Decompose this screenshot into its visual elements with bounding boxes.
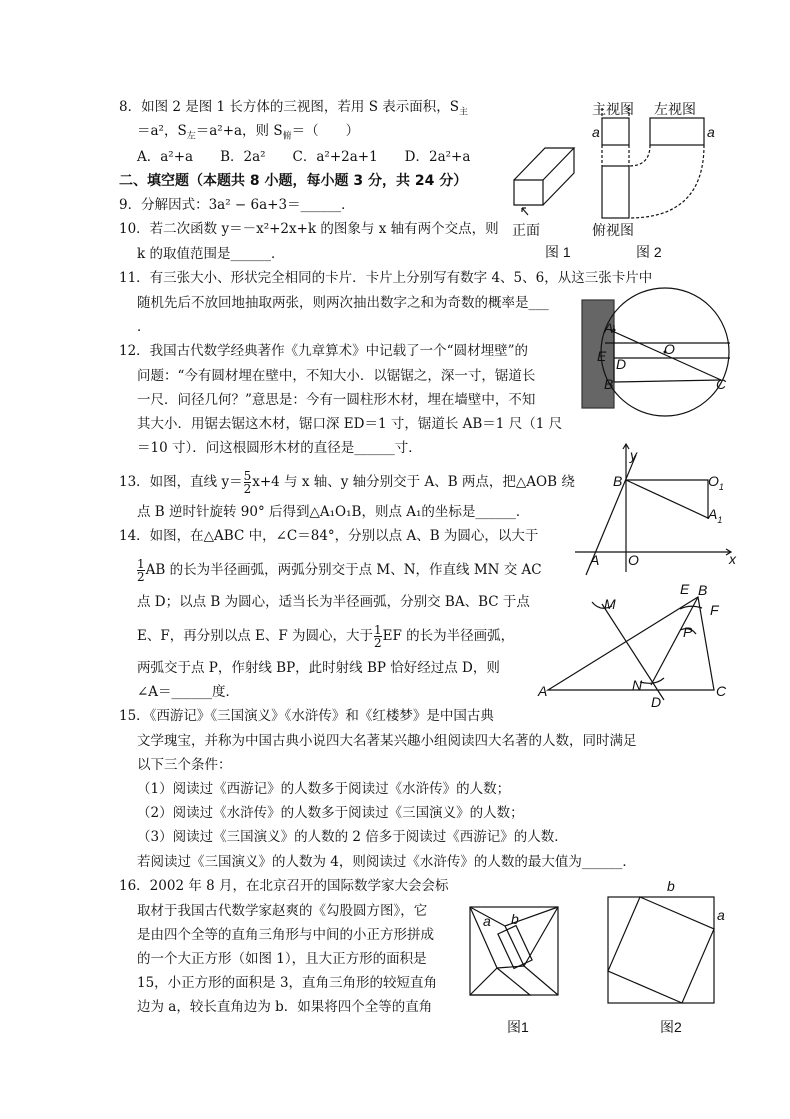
q15-cond1: （1）阅读过《西游记》的人数多于阅读过《水浒传》的人数； (137, 781, 511, 797)
q11-line2: 随机先后不放回地抽取两张，则两次抽出数字之和为奇数的概率是___ (137, 295, 549, 311)
front-arrow (522, 208, 528, 215)
q10-line1: 10．若二次函数 y＝－x²+2x+k 的图象与 x 轴有两个交点，则 (119, 221, 499, 237)
label-q14-B: B (698, 582, 708, 598)
label-q12-E: E (597, 348, 607, 364)
label-q13-O: O (628, 552, 639, 568)
q14-line2: $\frac{1}{2}$ AB 的长为半径画弧，两弧分别交于点 M、N，作直线 MN 交 AC (137, 557, 542, 584)
label-q13-O1: $O_1$ (708, 473, 724, 492)
label-fig2-q8: 图 2 (636, 244, 662, 260)
q16-line5: 15，小正方形的面积是 3，直角三角形的较短直角 (137, 975, 438, 991)
label-q13-y: y (630, 447, 637, 463)
label-q14-C: C (716, 683, 727, 699)
label-main-view: 主视图 (592, 101, 634, 117)
label-q13-B: B (613, 473, 623, 489)
label-q13-A: A (590, 552, 600, 568)
q12-line3: 一尺．问径几何？”意思是：今有一圆柱形木材，埋在墙壁中，不知 (137, 392, 536, 408)
fig-cuboid (514, 148, 574, 205)
label-q16-fig2-a: a (717, 907, 725, 923)
q11-line1: 11．有三张大小、形状完全相同的卡片．卡片上分别写有数字 4、5、6，从这三张卡片中 (119, 270, 653, 286)
label-q16-b: b (511, 911, 519, 927)
label-a-right: a (707, 124, 715, 140)
label-q14-M: M (604, 596, 616, 612)
label-q12-A: A (604, 320, 614, 336)
q15-cond3: （3）阅读过《三国演义》的人数的 2 倍多于阅读过《西游记》的人数． (137, 829, 568, 845)
label-a-left: a (592, 124, 600, 140)
q16-line6: 边为 a，较长直角边为 b．如果将四个全等的直角 (137, 999, 433, 1015)
q16-line1: 16．2002 年 8 月，在北京召开的国际数学家大会会标 (119, 878, 449, 894)
q14-line5: 两弧交于点 P，作射线 BP，此时射线 BP 恰好经过点 D，则 (137, 660, 500, 676)
q14-line1: 14．如图，在△ABC 中，∠C＝84°，分别以点 A、B 为圆心，以大于 (119, 528, 539, 544)
q15-line4: 若阅读过《三国演义》的人数为 4，则阅读过《水浒传》的人数的最大值为______． (137, 854, 636, 870)
q9: 9．分解因式：3a² − 6a+3＝______． (119, 197, 355, 213)
q14-line3: 点 D；以点 B 为圆心，适当长为半径画弧，分别交 BA、BC 于点 (137, 594, 530, 610)
q13-line1: 13．如图，直线 y＝ $\frac{5}{2}$ x+4 与 x 轴、y 轴分别交于 A、B 两点，把△AOB 绕 (119, 469, 575, 496)
q12-line4: 其大小．用锯去锯这木材，锯口深 ED＝1 寸，锯道长 AB＝1 尺（1 尺 (137, 416, 563, 432)
q16-line4: 的一个大正方形（如图 1），且大正方形的面积是 (137, 951, 427, 967)
q12-line5: ＝10 寸）．问这根圆形木材的直径是______寸． (137, 440, 422, 456)
q16-line3: 是由四个全等的直角三角形与中间的小正方形拼成 (137, 927, 434, 943)
fig-zhao-shuang-2 (608, 897, 714, 1003)
label-q12-B: B (604, 376, 614, 392)
q15-line1: 15．《西游记》《三国演义》《水浒传》和《红楼梦》是中国古典 (119, 708, 494, 724)
q8-line2: ＝a²，$S_左=a^2+a$，则 $S_俯=$（ ） (137, 123, 360, 142)
q12-line1: 12．我国古代数学经典著作《九章算术》中记载了一个“圆材埋壁”的 (119, 343, 528, 359)
label-left-view: 左视图 (654, 101, 696, 117)
label-front: 正面 (512, 222, 540, 238)
label-q14-A: A (538, 683, 548, 699)
label-q12-D: D (616, 356, 627, 372)
section-2-title: 二、填空题（本题共 8 小题，每小题 3 分，共 24 分） (119, 173, 468, 189)
q15-cond2: （2）阅读过《水浒传》的人数多于阅读过《三国演义》的人数； (137, 805, 524, 821)
q16-line2: 取材于我国古代数学家赵爽的《勾股圆方图》，它 (137, 903, 428, 919)
label-q14-N: N (632, 677, 643, 693)
label-q16-fig2: 图2 (660, 1019, 682, 1035)
q15-line2: 文学瑰宝，并称为中国古典小说四大名著某兴趣小组阅读四大名著的人数，同时满足 (137, 733, 637, 749)
label-q16-a: a (483, 913, 491, 929)
q12-line2: 问题：“今有圆材埋在壁中，不知大小．以锯锯之，深一寸，锯道长 (137, 368, 536, 384)
label-q12-C: C (716, 376, 727, 392)
label-q13-A1: $A_1$ (708, 506, 723, 525)
label-q12-O: O (664, 341, 675, 357)
q15-line3: 以下三个条件： (137, 757, 232, 773)
q13-line2: 点 B 逆时针旋转 90° 后得到△A₁O₁B，则点 A₁的坐标是______． (137, 504, 530, 520)
fig-three-views (602, 108, 704, 218)
q10-line2: k 的取值范围是______． (137, 246, 285, 262)
q8-line1: 8．如图 2 是图 1 长方体的三视图，若用 S 表示面积，$S_主$ (119, 99, 469, 118)
q11-line3: ． (137, 319, 151, 335)
label-fig1-q8: 图 1 (545, 244, 571, 260)
label-q14-E: E (680, 581, 690, 597)
label-q14-P: P (683, 624, 693, 640)
fig-triangle (548, 597, 714, 700)
label-top-view: 俯视图 (592, 222, 634, 238)
q8-options: A．a²+a B．2a² C．a²+2a+1 D．2a²+a (137, 149, 471, 165)
label-q13-x: x (729, 551, 736, 567)
q14-line4: E、F，再分别以点 E、F 为圆心，大于 $\frac{1}{2}$ EF 的长为半径画弧， (137, 623, 515, 650)
label-q14-D: D (651, 694, 662, 710)
label-q16-fig1: 图1 (507, 1019, 529, 1035)
q14-line6: ∠A＝______度． (137, 684, 240, 700)
label-q16-fig2-b: b (667, 878, 675, 894)
label-q14-F: F (710, 602, 719, 618)
